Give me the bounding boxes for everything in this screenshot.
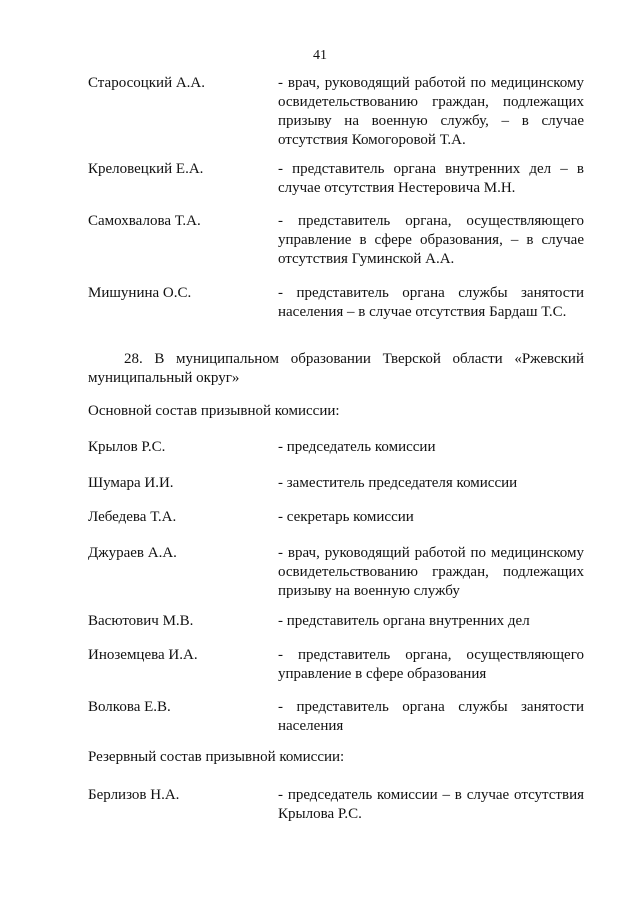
member-role: - представитель органа службы занятости населения – в случае отсутствия Бардаш Т.С. xyxy=(278,285,584,320)
member-name: Самохвалова Т.А. xyxy=(88,213,201,229)
member-role: - председатель комиссии xyxy=(278,439,436,455)
main-composition-heading: Основной состав призывной комиссии: xyxy=(88,403,340,419)
member-name: Мишунина О.С. xyxy=(88,285,192,301)
member-role: - врач, руководящий работой по медицинскому освидетельствованию граждан, подлежащих призыву на военную службу, – в случае отсутствия Комогоровой Т.А. xyxy=(278,75,584,148)
member-name: Шумара И.И. xyxy=(88,475,174,491)
page-number: 41 xyxy=(313,48,327,63)
member-name: Васютович М.В. xyxy=(88,613,194,629)
member-name: Волкова Е.В. xyxy=(88,699,171,715)
member-role: - представитель органа, осуществляющего управление в сфере образования xyxy=(278,647,584,682)
member-name: Лебедева Т.А. xyxy=(88,509,177,525)
member-name: Берлизов Н.А. xyxy=(88,787,180,803)
member-role: - представитель органа, осуществляющего управление в сфере образования, – в случае отсутствия Гуминской А.А. xyxy=(278,213,584,267)
member-role: - представитель органа службы занятости населения xyxy=(278,699,584,734)
member-role: - врач, руководящий работой по медицинскому освидетельствованию граждан, подлежащих призыву на военную службу xyxy=(278,545,584,599)
member-name: Старосоцкий А.А. xyxy=(88,75,206,91)
member-name: Крылов Р.С. xyxy=(88,439,166,455)
member-name: Креловецкий Е.А. xyxy=(88,161,204,177)
member-role: - секретарь комиссии xyxy=(278,509,414,525)
member-role: - председатель комиссии – в случае отсутствия Крылова Р.С. xyxy=(278,787,584,822)
member-name: Джураев А.А. xyxy=(88,545,177,561)
section-title: 28. В муниципальном образовании Тверской области «Ржевский муниципальный округ» xyxy=(88,351,584,386)
member-name: Иноземцева И.А. xyxy=(88,647,198,663)
member-role: - представитель органа внутренних дел – в случае отсутствия Нестеровича М.Н. xyxy=(278,161,584,196)
member-role: - заместитель председателя комиссии xyxy=(278,475,518,491)
member-role: - представитель органа внутренних дел xyxy=(278,613,530,629)
reserve-composition-heading: Резервный состав призывной комиссии: xyxy=(88,749,345,765)
